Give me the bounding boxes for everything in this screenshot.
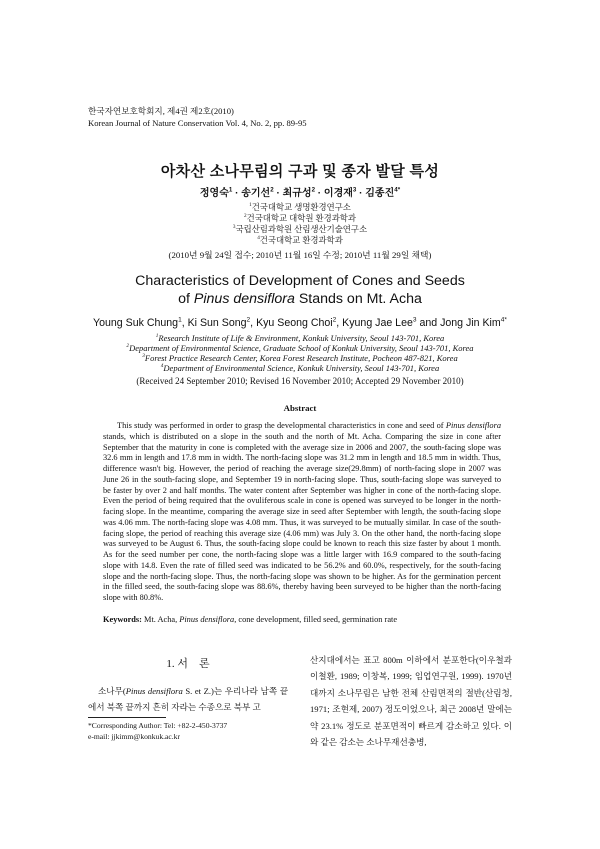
affiliation-ko: $^2$건국대학교 대학원 환경과학과 <box>244 213 356 223</box>
author-sep: · <box>317 188 322 199</box>
author-ko: 김종진$^{4*}$ <box>365 186 401 199</box>
body-text-right: 산지대에서는 표고 800m 이하에서 분포한다(이우철과 이철환, 1989; 이창복, 1999; 임업연구원, 1999). 1970년대까지 소나무림은 남한 전체 산림면적의 절반(산림청, 1971; 조현제, 2007) 정도이었으나, 최근 2008년 말에는 약 23.1% 정도로 분포면적이 빠르게 감소하고 있다. 이와 같은 감소는 소나무재선충병, <box>310 655 512 748</box>
footnote <box>88 721 227 742</box>
footnote-author: *Corresponding Author: Tel: +82-2-450-3737 <box>88 721 228 730</box>
footnote-divider <box>88 717 166 718</box>
footnote-email: e-mail: jjkimm@konkuk.ac.kr <box>88 731 180 741</box>
affiliation-en: $^3$Forest Practice Research Center, Korea Forest Research Institute, Pocheon 487-821, Korea <box>142 353 458 363</box>
author-ko: 최규성$^2$ <box>282 186 316 199</box>
abstract-heading: Abstract <box>283 403 317 413</box>
abstract-body: This study was performed in order to grasp the developmental characteristics in cone and seed of Pinus densiflora stands, which is distributed on a slope in the south and the north of Mt. Acha. Comparing the size in cone after September that the maturity in cone is completed with the average size in 2006 and 2007, the south-facing slope was 32.6 mm in length and 17.8 mm in width. The north-facing slope was 31.2 mm in length and 18.5 mm in width. Thus, difference wasn't big. However, the period of reaching the average size(29.8mm) of north-facing slope in 2007 was June 26 in the south-facing slope, and September 19 in north-facing slope. Thus, south-facing slope was surveyed to be faster by over 2 and half months. The water content after September was higher in cone of the north-facing slope. Even the period of being required that the ovuliferous scale in cone is opened was surveyed to be longer in the north-facing slope. In the meantime, comparing the average size in seed after September with length, the south-facing slope was 4.06 mm. The north-facing slope was 4.08 mm. Thus, it was surveyed to be mutually similar. In case of the south-facing slope, the period of reaching this average size (4.06 mm) was July 3. On the other hand, the north-facing slope was surveyed to be August 6. Thus, the south-facing slope could be known to reach this size faster by about 1 month. As for the seed number per cone, the north-facing slope was a little larger with 16.9 compared to the south-facing slope with 14.8. Even the rate of filled seed was indicated to be 56.2% and 60.0%, respectively, for the south-facing slope and the north-facing slope. Thus, the north-facing slope was shown to be higher. As for the germination percent in the filled seed, the south-facing slope was 88.6%, thereby having been surveyed to be higher than the north-facing slope with 80.8%. <box>103 421 502 602</box>
dates-ko: (2010년 9월 24일 접수; 2010년 11월 16일 수정; 2010년 11월 29일 채택) <box>168 250 432 260</box>
affiliation-ko: $^1$건국대학교 생명환경연구소 <box>249 202 351 212</box>
author-en: Young Suk Chung$^1$ <box>93 316 182 329</box>
section-heading: 1. 서 론 <box>166 658 210 670</box>
author-sep: · <box>235 188 239 199</box>
author-ko: 정영숙$^1$ <box>199 186 233 199</box>
journal-header <box>88 106 307 129</box>
title-en-line1: Characteristics of Development of Cones and Seeds <box>135 273 465 289</box>
authors-ko <box>0 184 600 199</box>
title-en-line2: of Pinus densiflora Stands on Mt. Acha <box>178 291 422 307</box>
author-ko: 이경재$^3$ <box>323 186 357 199</box>
author-sep: · <box>359 188 363 199</box>
keywords: Keywords: Mt. Acha, Pinus densiflora, cone development, filled seed, germination rate <box>103 615 398 624</box>
author-sep: · <box>276 188 280 199</box>
authors-en: Young Suk Chung$^1$, Ki Sun Song$^2$, Kyu Seong Choi$^2$, Kyung Jae Lee$^3$ and Jong Jin Kim$^{4*}$ <box>93 316 507 329</box>
author-en: Ki Sun Song$^2$ <box>187 316 251 329</box>
affiliation-en: $^2$Department of Environmental Science, Graduate School of Konkuk University, Seoul 143-701, Korea <box>126 343 474 353</box>
body-text-left: 소나무(Pinus densiflora S. et Z.)는 우리나라 남쪽 끝에서 북쪽 끝까지 흔히 자라는 수종으로 북부 고 <box>88 686 288 713</box>
author-en: Jong Jin Kim$^{4*}$ <box>440 316 507 329</box>
author-ko: 송기선$^2$ <box>241 186 274 199</box>
author-en: Kyu Seong Choi$^2$ <box>256 316 337 329</box>
journal-line-en: Korean Journal of Nature Conservation Vol. 4, No. 2, pp. 89-95 <box>88 117 307 128</box>
title-ko: 아차산 소나무림의 구과 및 종자 발달 특성 <box>160 163 440 180</box>
dates-en: (Received 24 September 2010; Revised 16 November 2010; Accepted 29 November 2010) <box>136 376 464 386</box>
affiliation-en: $^1$Research Institute of Life & Environment, Konkuk University, Seoul 143-701, Korea <box>155 333 445 343</box>
title-en <box>0 272 600 308</box>
affiliation-ko: $^4$건국대학교 환경과학과 <box>257 235 343 245</box>
author-en: Kyung Jae Lee$^3$ <box>342 316 417 329</box>
affiliation-en: $^4$Department of Environmental Science, Konkuk University, Seoul 143-701, Korea <box>160 363 440 373</box>
affiliation-ko: $^3$국립산림과학원 산림생산기술연구소 <box>232 224 368 234</box>
journal-line-ko: 한국자연보호학회지, 제4권 제2호(2010) <box>88 106 234 116</box>
keywords-label: Keywords: <box>103 615 142 624</box>
